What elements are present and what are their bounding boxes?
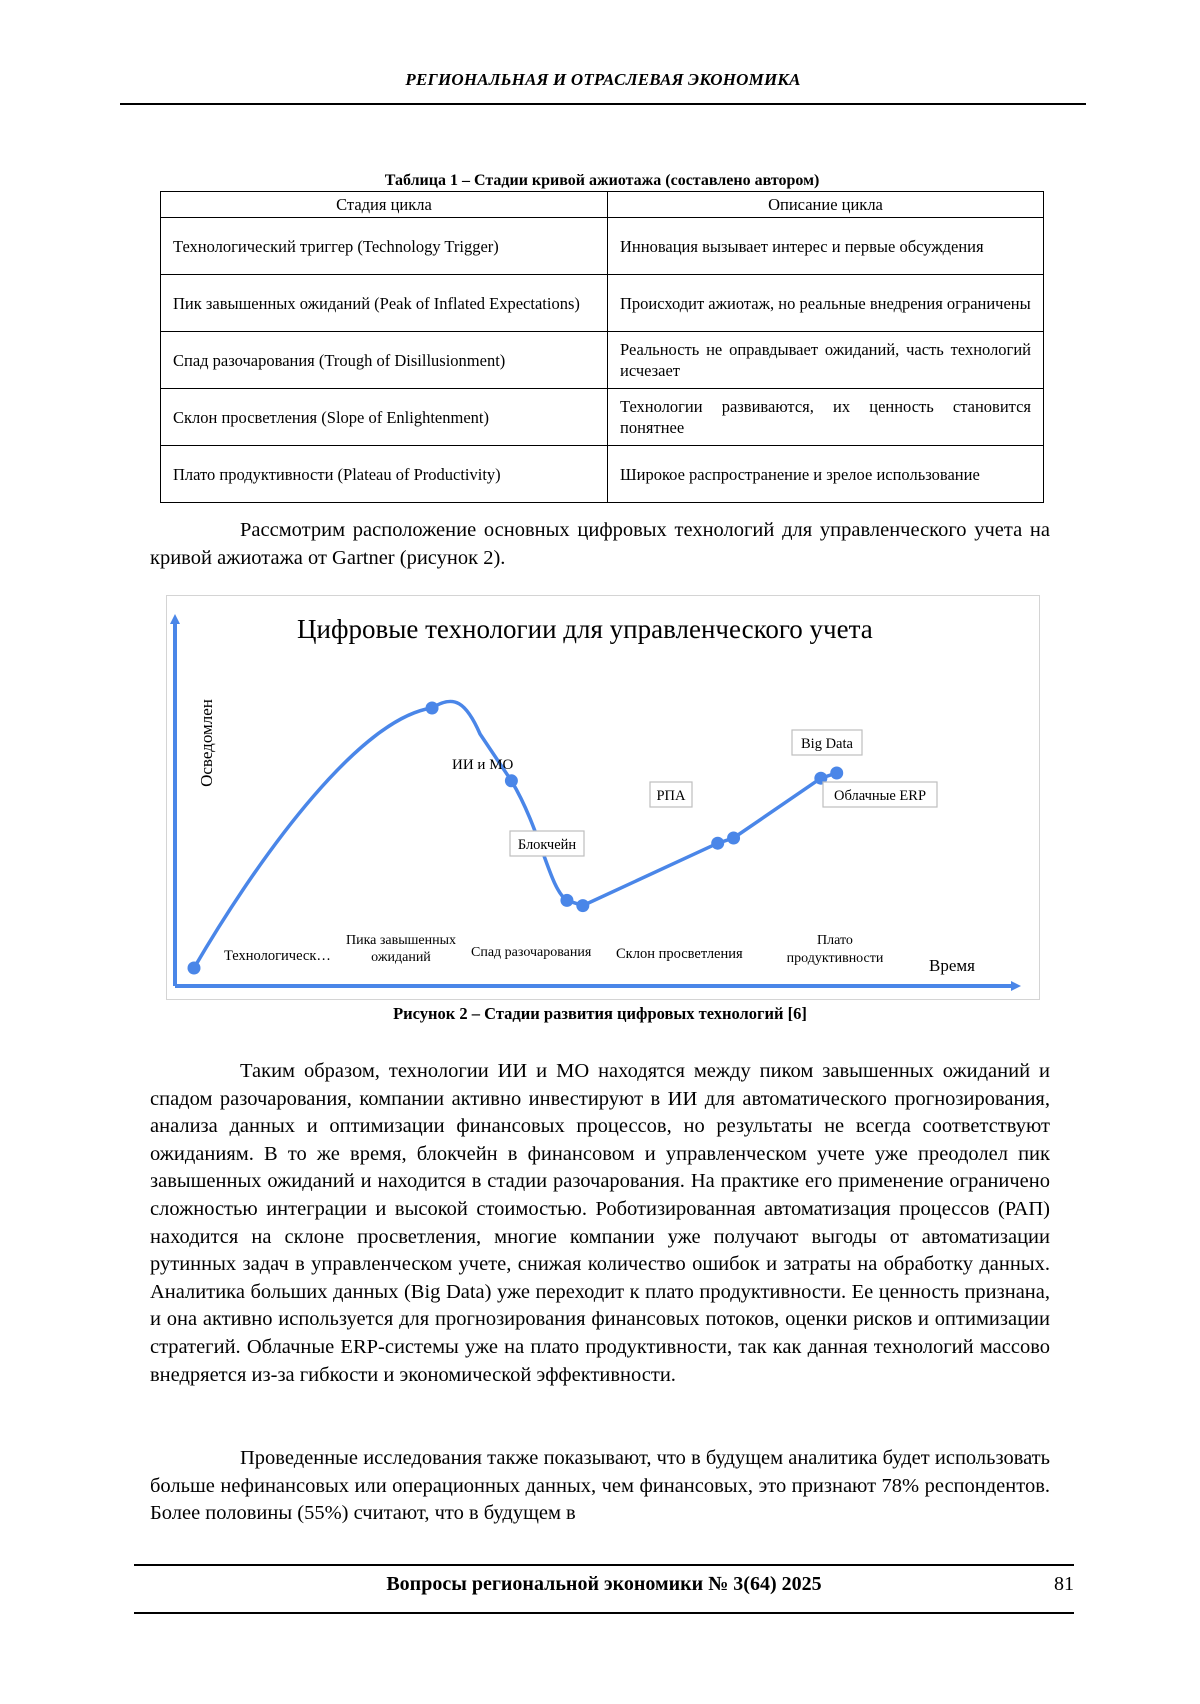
table-row (161, 389, 1044, 446)
intro-paragraph: Рассмотрим расположение основных цифровых технологий для управленческого учета на кривой ажиотажа от Gartner (рисунок 2). (150, 519, 1050, 569)
description-cell: Инновация вызывает интерес и первые обсуждения (608, 218, 1044, 275)
label-blockchain (510, 831, 584, 856)
data-point (505, 774, 518, 787)
label-rpa (650, 782, 692, 807)
stage-cell: Склон просветления (Slope of Enlightenment) (161, 389, 608, 446)
chart-title: Цифровые технологии для управленческого учета (297, 614, 873, 644)
stages-table (160, 191, 1044, 503)
data-label: РПА (656, 788, 686, 804)
table-caption: Таблица 1 – Стадии кривой ажиотажа (составлено автором) (384, 172, 820, 189)
header-rule (120, 103, 1086, 105)
data-point (426, 702, 439, 715)
stage-cell: Спад разочарования (Trough of Disillusionment) (161, 332, 608, 389)
x-axis-label: Время (929, 956, 975, 975)
description-cell: Реальность не оправдывает ожиданий, часть технологий исчезает (608, 332, 1044, 389)
table-row (161, 332, 1044, 389)
stage-cell: Пик завышенных ожиданий (Peak of Inflated Expectations) (161, 275, 608, 332)
footer-rule (134, 1564, 1074, 1566)
running-header: РЕГИОНАЛЬНАЯ И ОТРАСЛЕВАЯ ЭКОНОМИКА (405, 70, 801, 89)
column-header: Описание цикла (608, 192, 1044, 218)
data-point (560, 894, 573, 907)
data-point (727, 832, 740, 845)
table-row (161, 218, 1044, 275)
data-point (830, 767, 843, 780)
footer-rule (134, 1612, 1074, 1614)
data-point (188, 962, 201, 975)
stage-label: Склон просветления (616, 946, 743, 962)
data-point (711, 837, 724, 850)
stage-label: Технологическ… (224, 948, 331, 964)
description-cell: Технологии развиваются, их ценность становится понятнее (608, 389, 1044, 446)
table-row (161, 275, 1044, 332)
stage-cell: Плато продуктивности (Plateau of Productivity) (161, 446, 608, 503)
label-cloud-erp (823, 782, 937, 807)
data-point (576, 899, 589, 912)
footer-journal-title: Вопросы региональной экономики № 3(64) 2025 (386, 1573, 822, 1595)
y-axis-label: Осведомлен (197, 699, 216, 787)
data-label: Облачные ERP (833, 788, 927, 804)
figure-caption: Рисунок 2 – Стадии развития цифровых технологий [6] (393, 1004, 807, 1023)
description-cell: Широкое распространение и зрелое использование (608, 446, 1044, 503)
body-paragraph: Проведенные исследования также показывают, что в будущем аналитика будет использовать больше нефинансовых или операционных данных, чем финансовых, это признают 78% респондентов. Более половины (55%) считают, что в будущем в (150, 1447, 1050, 1525)
table-header-row (161, 192, 1044, 218)
table-row (161, 446, 1044, 503)
description-cell: Происходит ажиотаж, но реальные внедрения ограничены (608, 275, 1044, 332)
stage-cell: Технологический триггер (Technology Trigger) (161, 218, 608, 275)
stage-label: Спад разочарования (471, 945, 592, 960)
hype-cycle-chart (166, 595, 1040, 1000)
page-number: 81 (1054, 1573, 1074, 1595)
body-paragraph: Таким образом, технологии ИИ и МО находятся между пиком завышенных ожиданий и спадом разочарования, компании активно инвестируют в ИИ для автоматического прогнозирования, анализа данных и оптимизации финансовых процессов, но результаты не всегда соответствуют ожиданиям. В то же время, блокчейн в финансовом и управленческом учете уже преодолел пик завышенных ожиданий и находится в стадии разочарования. На практике его применение ограничено сложностью интеграции и высокой стоимостью. Роботизированная автоматизация процессов (РАП) находится на склоне просветления, многие компании уже получают выгоды от автоматизации рутинных задач в управленческом учете, снижая количество ошибок и затраты на обработку данных. Аналитика больших данных (Big Data) уже переходит к плато продуктивности. Ее ценность признана, и она активно используется для прогнозирования финансовых потоков, оценки рисков и оптимизации стратегий. Облачные ERP-системы уже на плато продуктивности, так как данная технологий массово внедряется из-за гибкости и экономической эффективности. (150, 1060, 1050, 1386)
label-big-data (792, 730, 862, 755)
data-label: Блокчейн (517, 837, 577, 853)
chart-canvas (167, 596, 1039, 999)
label-ai-ml (452, 757, 514, 773)
data-label: Big Data (801, 736, 853, 752)
data-label: ИИ и МО (452, 757, 514, 773)
column-header: Стадия цикла (161, 192, 608, 218)
stage-label: Плато продуктивности (786, 933, 884, 966)
stage-label: Пика завышенных ожиданий (345, 933, 457, 965)
